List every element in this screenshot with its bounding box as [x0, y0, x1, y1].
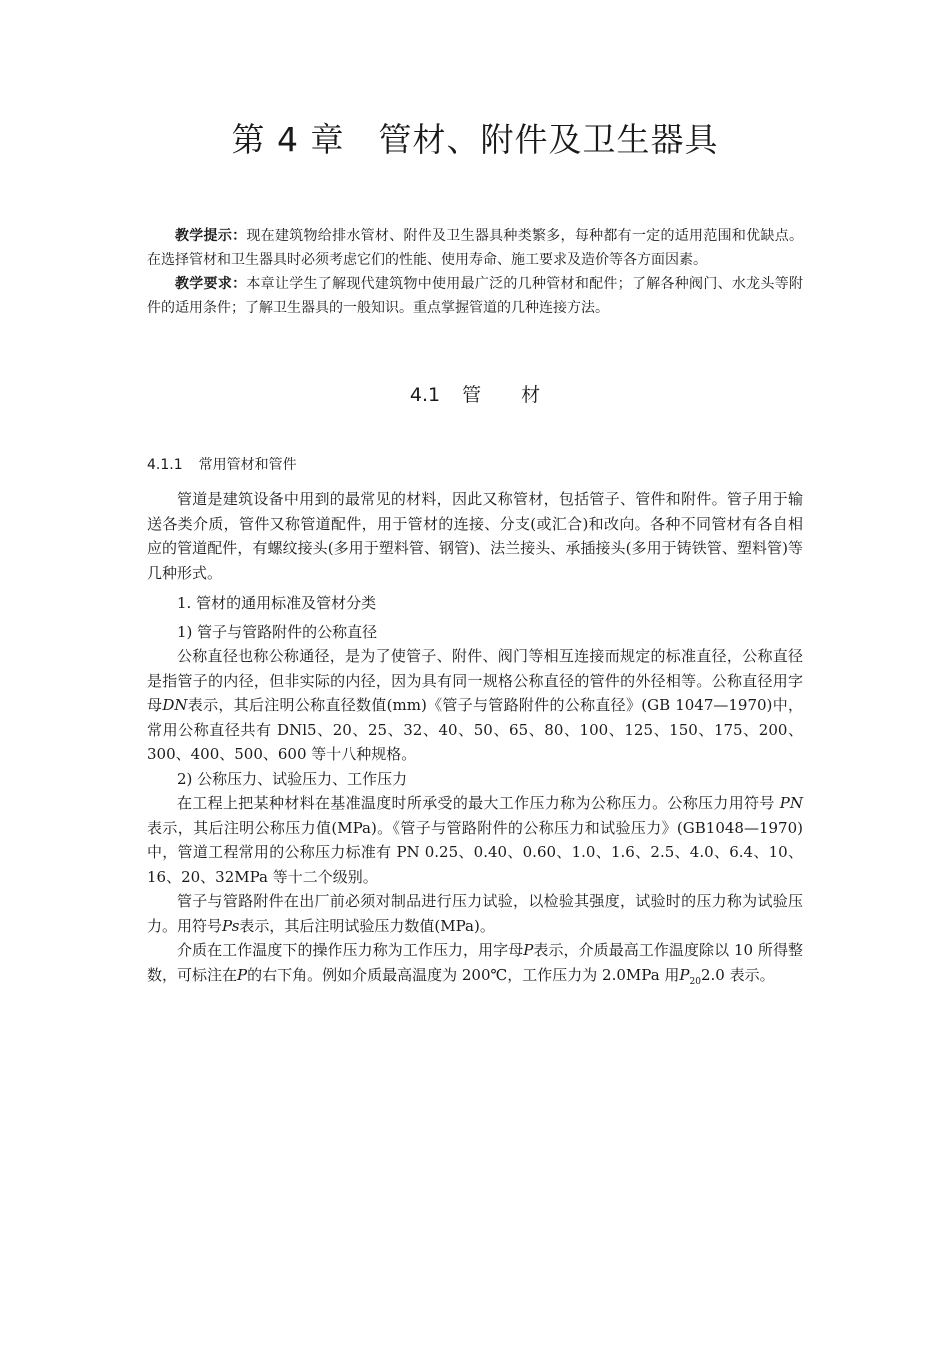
subsection-number: 4.1.1	[147, 457, 183, 473]
symbol-p: P	[523, 941, 534, 959]
chapter-title	[0, 114, 950, 166]
chapter-name: 管材、附件及卫生器具	[378, 120, 719, 159]
section-number: 4.1	[409, 384, 441, 406]
heading-pressures: 2) 公称压力、试验压力、工作压力	[177, 769, 408, 788]
symbol-p: P	[237, 965, 248, 984]
symbol-p20: P	[679, 965, 690, 984]
symbol-ps: Ps	[222, 916, 240, 935]
teaching-hint-label: 教学提示：	[175, 228, 247, 244]
paragraph-nominal-pressure: 在工程上把某种材料在基准温度时所承受的最大工作压力称为公称压力。公称压力用符号 PN 表示，其后注明公称压力值(MPa)。《管子与管路附件的公称压力和试验压力》(GB1048—1970)中，管道工程常用的公称压力标准有 PN 0.25、0.40、0.60、1.0、1.6、2.5、4.0、6.4、10、16、20、32MPa 等十二个级别。	[147, 794, 803, 886]
subscript-20: 20	[689, 976, 701, 987]
paragraph-nominal-diameter: 公称直径也称公称通径，是为了使管子、附件、阀门等相互连接而规定的标准直径，公称直径是指管子的内径，但非实际的内径，因为具有同一规格公称直径的管件的外径相等。公称直径用字母DN表示，其后注明公称直径数值(mm)《管子与管路附件的公称直径》(GB 1047—1970)中，常用公称直径共有 DNl5、20、25、32、40、50、65、80、100、125、150、175、200、300、400、500、600 等十八种规格。	[147, 647, 803, 763]
symbol-pn: PN	[779, 794, 803, 812]
paragraph-pipes-overview: 管道是建筑设备中用到的最常见的材料，因此又称管材，包括管子、管件和附件。管子用于输送各类介质，管件又称管道配件，用于管材的连接、分支(或汇合)和改向。各种不同管材有各自相应的管道配件，有螺纹接头(多用于塑料管、钢管)、法兰接头、承插接头(多用于铸铁管、塑料管)等几种形式。	[147, 490, 803, 582]
subsection-name: 常用管材和管件	[198, 457, 297, 473]
teaching-intro	[147, 224, 803, 320]
body-text	[147, 487, 803, 987]
teaching-hint-text: 现在建筑物给排水管材、附件及卫生器具种类繁多，每种都有一定的适用范围和优缺点。在选择管材和卫生器具时必须考虑它们的性能、使用寿命、施工要求及造价等各方面因素。	[147, 228, 804, 268]
paragraph-working-pressure: 介质在工作温度下的操作压力称为工作压力，用字母P表示，介质最高工作温度除以 10 所得整数，可标注在P的右下角。例如介质最高温度为 200℃，工作压力为 2.0MPa 用$P_{20}2.0$ 表示。	[147, 941, 803, 987]
paragraph-test-pressure: 管子与管路附件在出厂前必须对制品进行压力试验，以检验其强度，试验时的压力称为试验压力。用符号Ps表示，其后注明试验压力数值(MPa)。	[147, 892, 803, 935]
symbol-dn: DN	[162, 696, 188, 714]
subsection-title	[147, 454, 297, 476]
teaching-requirement-label: 教学要求：	[175, 276, 247, 292]
teaching-requirement	[147, 272, 803, 320]
heading-nominal-diameter: 1) 管子与管路附件的公称直径	[177, 622, 378, 641]
section-name: 管材	[462, 384, 581, 406]
section-title	[0, 380, 950, 410]
heading-pipe-standards: 1. 管材的通用标准及管材分类	[177, 594, 377, 612]
teaching-hint	[147, 224, 803, 272]
chapter-number: 第 4 章	[231, 120, 345, 159]
teaching-requirement-text: 本章让学生了解现代建筑物中使用最广泛的几种管材和配件；了解各种阀门、水龙头等附件的适用条件；了解卫生器具的一般知识。重点掌握管道的几种连接方法。	[147, 276, 804, 316]
